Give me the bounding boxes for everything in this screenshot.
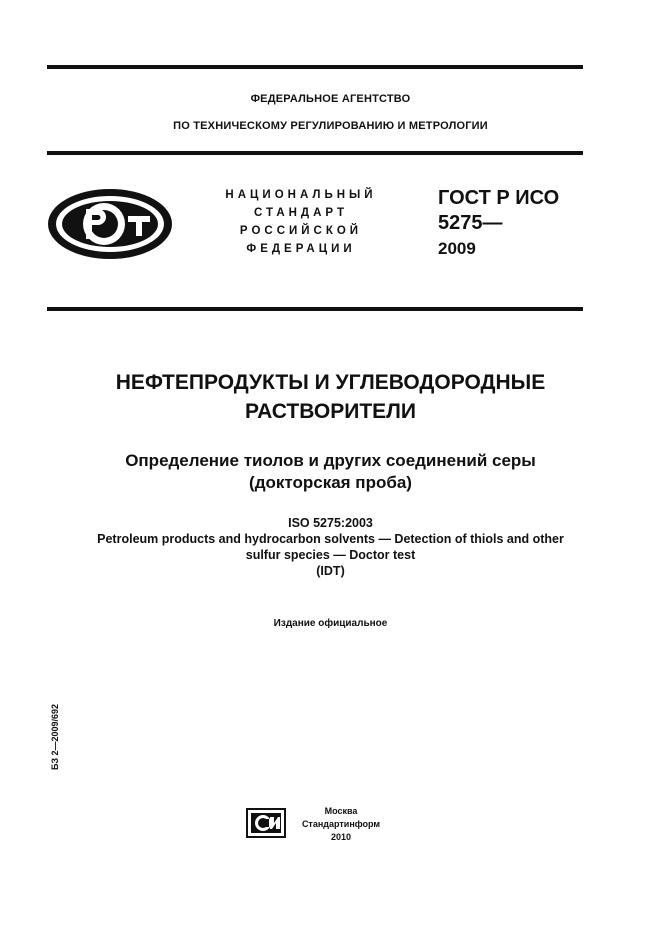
title-line-2: РАСТВОРИТЕЛИ: [244, 400, 416, 423]
rst-logo: [46, 187, 174, 261]
agency-line-2: ПО ТЕХНИЧЕСКОМУ РЕГУЛИРОВАНИЮ И МЕТРОЛОГИИ: [173, 120, 488, 132]
top-rule: [47, 65, 583, 69]
iso-reference-block: [0, 515, 661, 579]
national-line-2: СТАНДАРТ: [254, 207, 348, 219]
national-line-4: ФЕДЕРАЦИИ: [246, 243, 356, 255]
national-line-3: РОССИЙСКОЙ: [239, 225, 363, 237]
middle-rule: [47, 307, 583, 311]
iso-ref: ISO 5275:2003: [288, 516, 373, 530]
national-line-1: НАЦИОНАЛЬНЫЙ: [225, 189, 377, 201]
iso-idt: (IDT): [316, 564, 345, 578]
subtitle-line-2: (докторская проба): [249, 473, 412, 492]
publisher-name: Стандартинформ: [301, 819, 381, 829]
header-rule: [47, 151, 583, 155]
side-code: БЗ 2—2009/692: [50, 703, 60, 770]
edition-label: Издание официальное: [273, 618, 388, 629]
publisher-block: [298, 805, 384, 844]
agency-line-1: ФЕДЕРАЛЬНОЕ АГЕНТСТВО: [250, 93, 411, 105]
standartinform-logo: [246, 808, 286, 838]
document-subtitle: [0, 450, 661, 494]
subtitle-line-1: Определение тиолов и других соединений серы: [125, 451, 536, 470]
document-title: [0, 368, 661, 426]
gost-line-2: 5275—: [438, 212, 503, 234]
national-standard-label: [196, 186, 406, 258]
gost-line-3: 2009: [438, 239, 476, 258]
gost-designation: [438, 186, 559, 261]
iso-english-line-2: sulfur species — Doctor test: [245, 548, 416, 562]
publisher-city: Москва: [324, 806, 358, 816]
gost-line-1: ГОСТ Р ИСО: [438, 187, 560, 209]
title-line-1: НЕФТЕПРОДУКТЫ И УГЛЕВОДОРОДНЫЕ: [115, 371, 546, 394]
publisher-year: 2010: [330, 832, 352, 842]
iso-english-line-1: Petroleum products and hydrocarbon solvents — Detection of thiols and other: [97, 532, 564, 546]
